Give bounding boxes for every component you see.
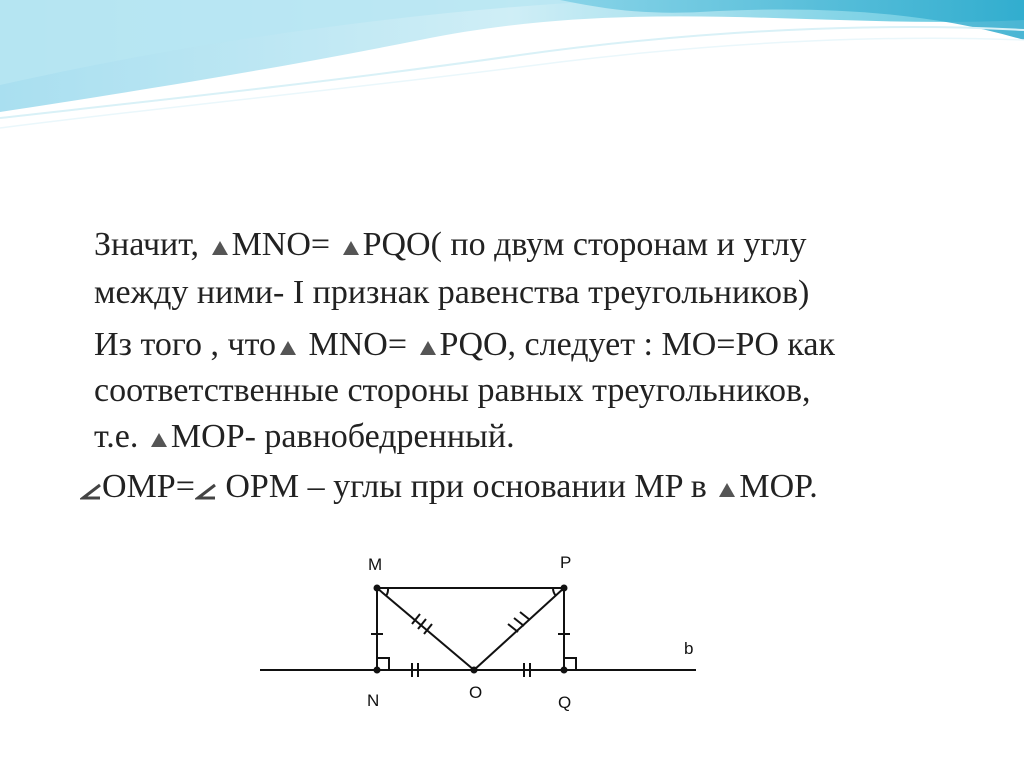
label-m: M [368,555,383,574]
line3-prefix: Из того , что [94,326,277,363]
line4-text: соответственные стороны равных треугольников, [94,372,811,409]
line3-part-b: PQO, следует : MO=PO как [439,326,836,363]
triangle-icon [716,479,738,499]
tick-po-1 [508,624,518,632]
triangle-icon [340,237,362,257]
text-line-5 [0,412,1024,462]
point-p [561,585,568,592]
header-wave-decoration [0,0,1024,150]
text-line-2 [0,268,1024,318]
triangle-icon [148,429,170,449]
text-line-4 [0,366,1024,416]
tick-po-2 [514,618,524,626]
point-q [561,667,568,674]
tick-po-3 [520,612,530,620]
label-b: b [684,639,694,658]
segment-po [474,588,564,670]
label-p: P [560,553,572,572]
segment-mo [377,588,474,670]
point-n [374,667,381,674]
label-q: Q [558,693,572,712]
line1-prefix: Значит, [94,226,208,263]
point-o [471,667,478,674]
angle-icon [195,479,217,501]
line6-part-b: OPM – углы при основании MP в [216,468,716,505]
line1-part-a: MNO= [231,226,339,263]
triangle-icon [277,337,299,357]
label-n: N [367,691,380,710]
triangle-icon [417,337,439,357]
text-line-6 [0,462,1024,512]
text-line-1 [0,220,1024,270]
angle-icon [80,479,102,501]
line6-part-c: MOP. [739,468,818,505]
angle-arc-p [553,588,556,596]
line2-text: между ними- I признак равенства треугольников) [94,274,810,311]
label-o: O [469,683,483,702]
geometry-figure [240,518,736,740]
point-m [374,585,381,592]
text-line-3 [0,320,1024,370]
line1-part-b: PQO( по двум сторонам и углу [362,226,807,263]
line3-part-a: MNO= [300,326,416,363]
angle-arc-m [386,588,388,596]
line5-part-a: MOP- равнобедренный. [170,418,515,455]
line6-part-a: OMP= [102,468,195,505]
triangle-icon [209,237,231,257]
line5-prefix: т.е. [94,418,147,455]
